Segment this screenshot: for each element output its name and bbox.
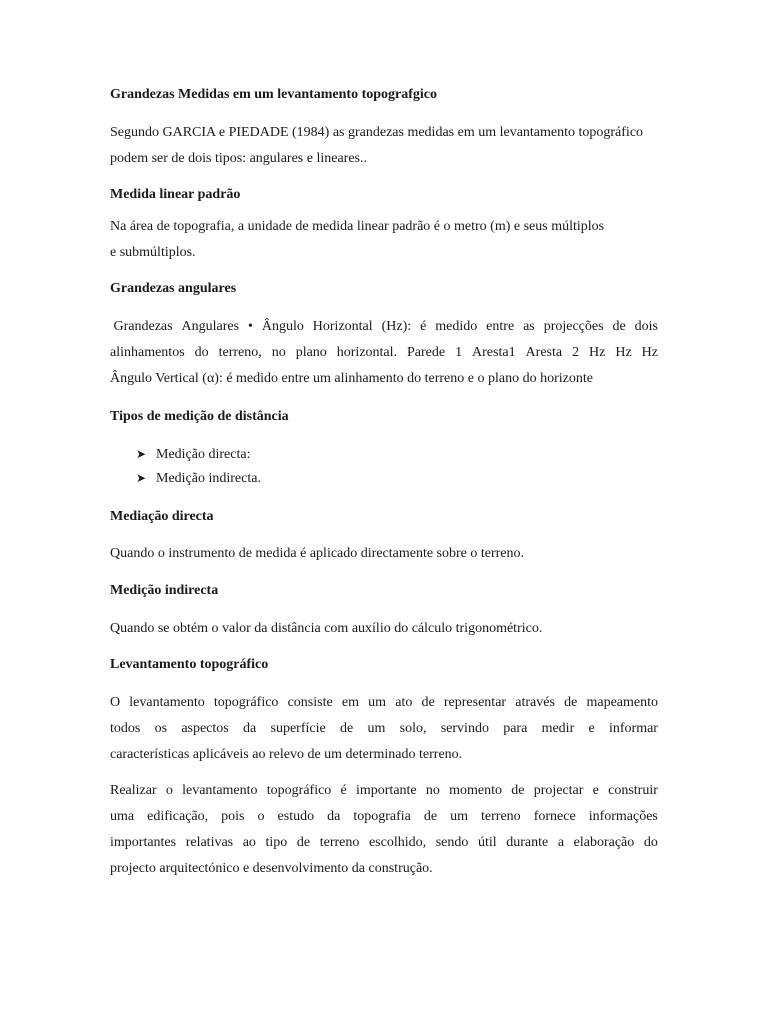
word: ato: [395, 695, 413, 710]
word: projecções: [543, 319, 604, 334]
word: para: [503, 721, 528, 736]
list-item: [136, 469, 261, 488]
arrow-bullet-icon: ➤: [136, 471, 147, 485]
word: 2: [572, 345, 580, 360]
word: o: [165, 783, 173, 798]
word: Hz: [641, 345, 658, 360]
word: da: [327, 809, 341, 824]
word: útil: [477, 835, 497, 850]
word: durante: [506, 835, 549, 850]
word: de: [612, 319, 626, 334]
word: os: [154, 721, 168, 736]
word: Horizontal: [312, 319, 373, 334]
word: 1: [455, 345, 463, 360]
word: Hz: [615, 345, 632, 360]
word: (Hz):: [381, 319, 412, 334]
word: Realizar: [110, 783, 157, 798]
word: plano: [295, 345, 327, 360]
word: de: [421, 695, 435, 710]
survey-p1-line-1: [110, 694, 658, 712]
word: de: [423, 809, 438, 824]
word: é: [340, 783, 347, 798]
angular-line-3: Ângulo Vertical (α): é medido entre um alinhamento do terreno e o plano do horizonte: [110, 371, 593, 386]
word: solo,: [399, 721, 427, 736]
word: um: [367, 721, 386, 736]
survey-p2-line-4: projecto arquitectónico e desenvolvimento da construção.: [110, 861, 433, 876]
word: no: [425, 783, 440, 798]
word: o: [257, 809, 265, 824]
word: relativas: [185, 835, 234, 850]
word: topográfico: [266, 783, 332, 798]
survey-p1-line-3: características aplicáveis ao relevo de um determinado terreno.: [110, 747, 463, 762]
heading-linear: Medida linear padrão: [110, 187, 241, 202]
angular-line-1: [110, 318, 658, 336]
word: levantamento: [182, 783, 258, 798]
word: de: [564, 695, 578, 710]
word: estudo: [277, 809, 315, 824]
linear-line-2: e submúltiplos.: [110, 245, 196, 260]
word: de: [339, 721, 354, 736]
word: elaboração: [573, 835, 635, 850]
word: em: [341, 695, 359, 710]
word: •: [248, 319, 253, 334]
word: informar: [608, 721, 658, 736]
word: levantamento: [129, 695, 205, 710]
word: um: [450, 809, 469, 824]
word: escolhido,: [368, 835, 427, 850]
word: da: [243, 721, 257, 736]
word: edificação,: [147, 809, 209, 824]
word: aspectos: [181, 721, 229, 736]
word: Aresta1: [472, 345, 516, 360]
word: medido: [435, 319, 478, 334]
word: topográfico: [213, 695, 279, 710]
word: Angulares: [181, 319, 240, 334]
word: a: [557, 835, 565, 850]
word: uma: [110, 809, 135, 824]
word: projectar: [533, 783, 584, 798]
list-item-label: Medição indirecta.: [156, 471, 261, 486]
word: momento: [449, 783, 502, 798]
word: O: [110, 695, 121, 710]
word: terreno: [481, 809, 521, 824]
word: terreno,: [218, 345, 262, 360]
word: construir: [608, 783, 658, 798]
indirect-line-1: Quando se obtém o valor da distância com auxílio do cálculo trigonométrico.: [110, 621, 543, 636]
survey-p2-line-2: [110, 808, 658, 826]
word: importantes: [110, 835, 177, 850]
word: de: [296, 835, 311, 850]
word: representar: [443, 695, 507, 710]
word: através: [515, 695, 555, 710]
word: alinhamentos: [110, 345, 185, 360]
intro-line-1: Segundo GARCIA e PIEDADE (1984) as grandezas medidas em um levantamento topográfico: [110, 125, 644, 140]
word: do: [643, 835, 658, 850]
word: dois: [634, 319, 658, 334]
heading-types: Tipos de medição de distância: [110, 409, 289, 424]
survey-p2-line-3: [110, 834, 658, 852]
word: fornece: [533, 809, 576, 824]
word: e: [592, 783, 599, 798]
direct-line-1: Quando o instrumento de medida é aplicado directamente sobre o terreno.: [110, 546, 525, 561]
word: mapeamento: [586, 695, 658, 710]
heading-indirect: Medição indirecta: [110, 583, 219, 598]
word: todos: [110, 721, 141, 736]
heading-angular: Grandezas angulares: [110, 281, 237, 296]
heading-direct: Mediação directa: [110, 509, 214, 524]
document-title: Grandezas Medidas em um levantamento topografgico: [110, 87, 438, 102]
word: pois: [221, 809, 245, 824]
word: superfície: [270, 721, 326, 736]
word: sendo: [435, 835, 469, 850]
survey-p1-line-2: [110, 720, 658, 738]
word: no: [271, 345, 286, 360]
word: Aresta: [525, 345, 563, 360]
word: importante: [355, 783, 417, 798]
word: topografia: [353, 809, 411, 824]
word: é: [420, 319, 427, 334]
linear-line-1: Na área de topografia, a unidade de medida linear padrão é o metro (m) e seus múltiplos: [110, 219, 605, 234]
intro-line-2: podem ser de dois tipos: angulares e lineares..: [110, 151, 367, 166]
survey-p2-line-1: [110, 782, 658, 800]
word: Ângulo: [261, 319, 304, 334]
word: e: [588, 721, 595, 736]
word: um: [368, 695, 387, 710]
word: Grandezas: [110, 319, 173, 334]
word: servindo: [440, 721, 489, 736]
word: as: [523, 319, 535, 334]
word: de: [511, 783, 525, 798]
word: informações: [588, 809, 658, 824]
word: terreno: [319, 835, 360, 850]
word: Parede: [407, 345, 446, 360]
word: tipo: [265, 835, 288, 850]
word: Hz: [589, 345, 606, 360]
angular-line-2: [110, 344, 658, 362]
word: entre: [486, 319, 515, 334]
word: horizontal.: [336, 345, 398, 360]
word: ao: [242, 835, 256, 850]
list-item: [136, 445, 250, 464]
arrow-bullet-icon: ➤: [136, 447, 147, 461]
list-item-label: Medição directa:: [156, 447, 251, 462]
word: consiste: [287, 695, 333, 710]
word: medir: [541, 721, 575, 736]
word: do: [194, 345, 209, 360]
heading-survey: Levantamento topográfico: [110, 657, 269, 672]
